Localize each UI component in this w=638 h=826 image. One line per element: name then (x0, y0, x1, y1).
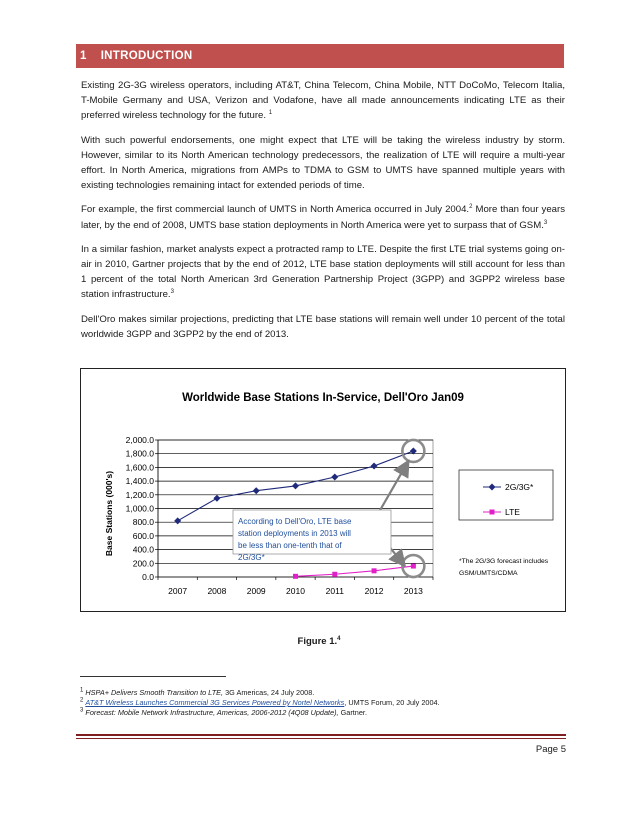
annotation-line: station deployments in 2013 will (238, 529, 351, 538)
y-tick-label: 600.0 (132, 530, 154, 541)
footnote-1 (80, 688, 566, 698)
y-tick-label: 800.0 (132, 517, 154, 528)
data-point-lte (332, 572, 337, 577)
legend-label: 2G/3G* (505, 482, 534, 492)
y-tick-label: 2,000.0 (125, 435, 154, 445)
line-chart (81, 369, 565, 611)
chart-note: GSM/UMTS/CDMA (459, 570, 518, 577)
page-number: Page 5 (535, 744, 566, 755)
y-tick-label: 200.0 (132, 558, 154, 569)
footnote-2 (80, 698, 566, 708)
footnote-ref: 3 (543, 219, 548, 226)
x-tick-label: 2012 (364, 586, 384, 596)
data-point-lte (490, 510, 495, 515)
footnote-number: 1 (80, 687, 84, 694)
y-tick-label: 1,000.0 (125, 503, 154, 514)
chart-title: Worldwide Base Stations In-Service, Dell'Oro Jan09 (182, 392, 464, 404)
x-tick-label: 2013 (403, 586, 423, 596)
paragraph-4: In a similar fashion, market analysts expect a protracted ramp to LTE. Despite the first LTE trial systems going on-air in 2010, Gartner projects that by the end of 2012, LTE base station deployments will still account for less than 1 percent of the total North American 3rd Generation Partnership Project (3GPP) and 3GPP2 wireless base station infrastructure.$^3$ (81, 243, 565, 301)
annotation-line: According to Dell'Oro, LTE base (238, 517, 352, 526)
y-axis-label: Base Stations (000's) (104, 470, 114, 557)
footnotes (80, 688, 566, 718)
data-point-lte (411, 564, 416, 569)
footer-rule (76, 734, 566, 736)
annotation-line: be less than one-tenth that of (238, 541, 342, 550)
x-tick-label: 2008 (207, 586, 227, 596)
x-tick-label: 2009 (246, 586, 266, 596)
footnote-ref: 4 (337, 635, 341, 642)
chart-frame (80, 368, 566, 612)
y-tick-label: 0.0 (142, 572, 154, 582)
data-point-lte (293, 574, 298, 579)
paragraph-3: For example, the first commercial launch of UMTS in North America occurred in July 2004.$^2$ More than four years later, by the end of 2008, UMTS base station deployments in North America were yet to surpass that of GSM.$^3$ (81, 204, 565, 231)
annotation-line: 2G/3G* (238, 553, 265, 562)
x-tick-label: 2011 (325, 586, 344, 596)
footnote-number: 2 (80, 697, 84, 704)
footnote-title: HSPA+ Delivers Smooth Transition to LTE, (85, 688, 224, 697)
y-tick-label: 1,800.0 (125, 448, 154, 459)
footnote-ref: 2 (469, 204, 473, 211)
footnote-ref: 1 (268, 110, 273, 117)
paragraph-1: Existing 2G-3G wireless operators, including AT&T, China Telecom, China Mobile, NTT DoCoMo, Telecom Italia, T-Mobile Germany and USA, Verizon and Vodafone, have all made announcements indicating LTE as their preferred wireless technology for the future. $^1$ (81, 80, 565, 122)
footnote-text: 3G Americas, 24 July 2008. (223, 688, 315, 697)
y-tick-label: 1,400.0 (125, 476, 154, 487)
y-tick-label: 1,200.0 (125, 489, 154, 500)
y-tick-label: 400.0 (132, 544, 154, 555)
x-tick-label: 2010 (286, 586, 305, 596)
footnote-text: Gartner. (338, 708, 367, 717)
body-text (81, 78, 565, 351)
footnote-number: 3 (80, 707, 84, 714)
legend-label: LTE (505, 507, 520, 517)
footnote-title: Forecast: Mobile Network Infrastructure, Americas, 2006-2012 (4Q08 Update), (85, 708, 339, 717)
x-tick-label: 2007 (168, 586, 188, 596)
paragraph-5: Dell'Oro makes similar projections, predicting that LTE base stations will remain well under 10 percent of the total worldwide 3GPP and 3GPP2 by the end of 2013. (81, 313, 565, 340)
section-heading (76, 44, 564, 68)
section-number: 1 (80, 50, 87, 62)
paragraph-2: With such powerful endorsements, one might expect that LTE will be taking the wireless industry by storm. However, similar to its North American technology predecessors, the realization of LTE will require a multi-year effort. In North America, migrations from AMPs to TDMA to GSM to UMTS have spanned multiple years with existing technologies remaining intact for extended periods of time. (81, 134, 565, 192)
footnote-link[interactable]: AT&T Wireless Launches Commercial 3G Services Powered by Nortel Networks (85, 698, 345, 707)
footnote-divider (80, 676, 226, 677)
section-title: INTRODUCTION (100, 50, 193, 62)
footnote-ref: 3 (170, 289, 174, 296)
footer-rule (76, 738, 566, 739)
chart-note: *The 2G/3G forecast includes (459, 558, 549, 565)
footnote-text: , UMTS Forum, 20 July 2004. (344, 698, 440, 707)
footnote-3 (80, 708, 566, 718)
figure-caption: Figure 1.$^4$ (297, 635, 341, 647)
data-point-lte (372, 568, 377, 573)
y-tick-label: 1,600.0 (125, 462, 154, 473)
